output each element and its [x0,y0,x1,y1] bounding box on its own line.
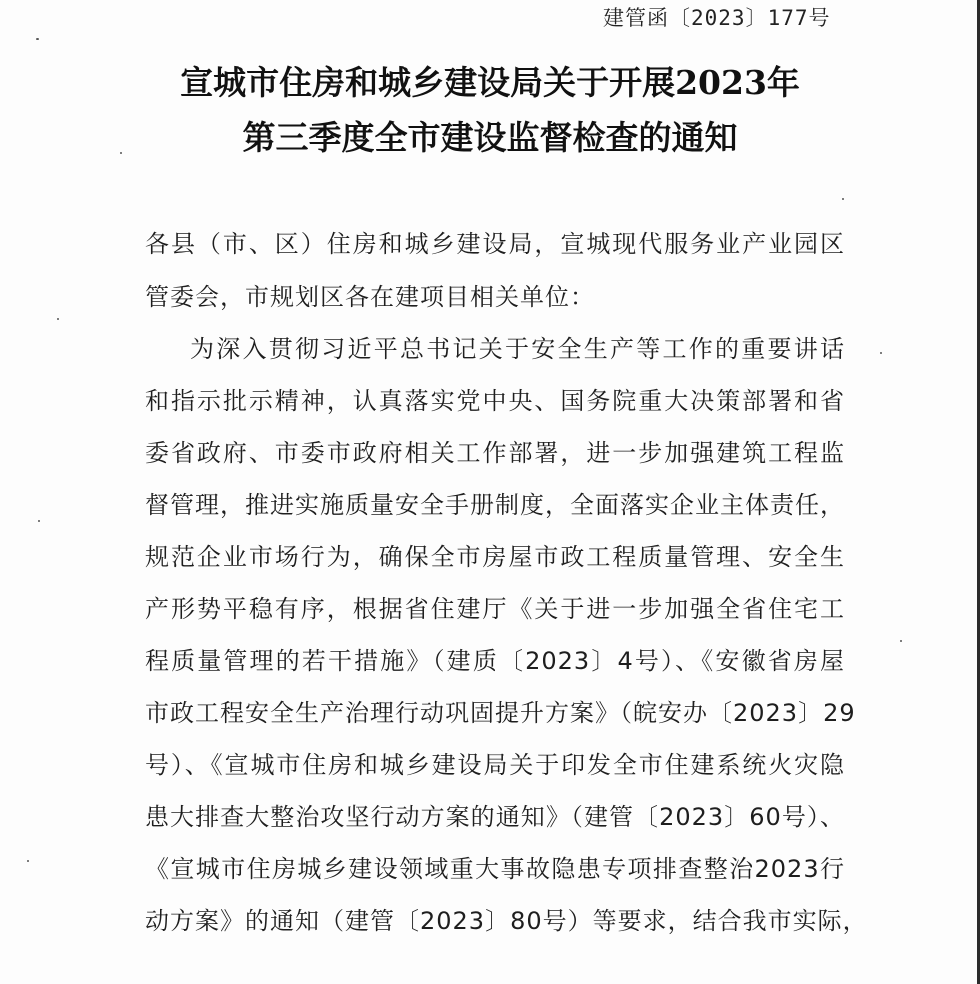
body-line: 市政工程安全生产治理行动巩固提升方案》（皖安办〔2023〕29 [145,699,856,727]
body-line: 规范企业市场行为，确保全市房屋市政工程质量管理、安全生 [145,543,845,571]
scan-speck [842,198,844,200]
body-line: 号）、《宣城市住房和城乡建设局关于印发全市住建系统火灾隐 [145,751,845,779]
document-number: 建管函〔2023〕177号 [603,6,831,30]
body-line: 督管理，推进实施质量安全手册制度，全面落实企业主体责任， [145,491,845,519]
body-line: 各县（市、区）住房和城乡建设局，宣城现代服务业产业园区 [145,230,845,258]
document-title-line-1: 宣城市住房和城乡建设局关于开展2023年 [180,63,800,102]
scan-speck [900,640,902,642]
scan-speck [880,352,882,354]
body-line: 《宣城市住房城乡建设领域重大事故隐患专项排查整治2023行 [145,855,845,883]
scan-speck [36,38,39,40]
scan-speck [120,152,122,154]
body-line: 委省政府、市委市政府相关工作部署，进一步加强建筑工程监 [145,439,845,467]
scan-speck [27,860,29,862]
body-line: 为深入贯彻习近平总书记关于安全生产等工作的重要讲话 [190,335,845,363]
scan-speck [38,520,40,522]
document-title-line-2: 第三季度全市建设监督检查的通知 [242,118,738,157]
body-line: 和指示批示精神，认真落实党中央、国务院重大决策部署和省 [145,387,845,415]
body-line: 管委会，市规划区各在建项目相关单位： [145,283,595,311]
body-line: 动方案》的通知（建管〔2023〕80号）等要求，结合我市实际， [145,907,868,935]
body-line: 程质量管理的若干措施》（建质〔2023〕4号）、《安徽省房屋 [145,647,845,675]
body-line: 产形势平稳有序，根据省住建厅《关于进一步加强全省住宅工 [145,595,845,623]
scan-speck [57,318,59,320]
body-line: 患大排查大整治攻坚行动方案的通知》（建管〔2023〕60号）、 [145,803,845,831]
